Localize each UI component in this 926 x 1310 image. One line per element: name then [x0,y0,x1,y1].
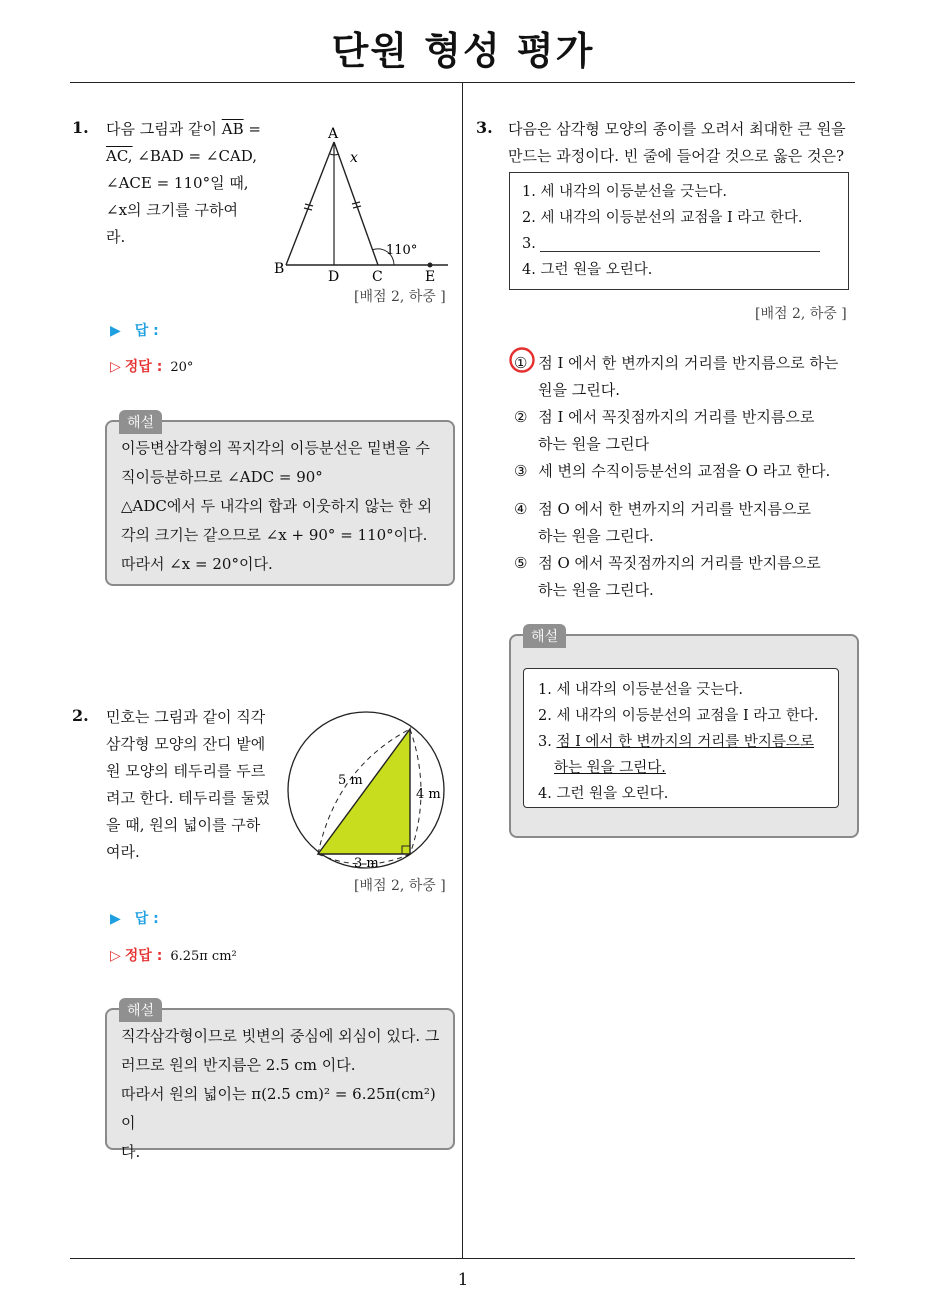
q2-text-line-6: 여라. [106,843,140,861]
choice-1-line-2: 원을 그린다. [538,381,620,399]
q3-explain-step-3-label: 3. [538,734,552,750]
page-title: 단원 형성 평가 [331,29,595,73]
q3-explain-step-3-text-2: 하는 원을 그린다. [554,760,666,776]
q1-text-line-3: ∠ACE = 110°일 때, [106,174,249,192]
q1-explain-line-1: 이등변삼각형의 꼭지각의 이등분선은 밑변을 수 [121,439,430,457]
outline-triangle-icon: ▷ [110,359,121,375]
q2-explain-line-3: 따라서 원의 넓이는 π(2.5 cm)² = 6.25π(cm²) 이 [121,1085,436,1132]
q3-step-3 [522,231,820,257]
q1-text-line-4: ∠x의 크기를 구하여 [106,201,238,219]
q1-explain-line-4: 각의 크기는 같으므로 ∠x + 90° = 110°이다. [121,526,428,544]
q1-explain-line-2: 직이등분하므로 ∠ADC = 90° [121,468,323,486]
choice-5[interactable] [514,550,854,604]
q1-explanation-text [121,434,443,579]
q2-text-line-2: 삼각형 모양의 잔디 밭에 [106,735,266,753]
q3-step-2: 2. 세 내각의 이등분선의 교점을 I 라고 한다. [522,210,803,226]
choice-1[interactable] [514,350,854,404]
q1-label-e: E [425,269,436,285]
q3-explain-step-2: 2. 세 내각의 이등분선의 교점을 I 라고 한다. [538,708,819,724]
q2-correct-value: 6.25π cm² [170,949,237,964]
q1-label-c: C [372,269,383,285]
q1-label-a: A [328,126,339,142]
choice-2-line-1: 점 I 에서 꼭짓점까지의 거리를 반지름으로 [538,408,815,426]
q3-explain-step-1: 1. 세 내각의 이등분선을 긋는다. [538,682,743,698]
q1-label-x: x [350,150,358,166]
q2-score: [배점 2, 하중 ] [354,878,446,894]
q1-text-line-5: 라. [106,228,126,246]
q2-number: 2. [72,706,89,725]
choice-4[interactable] [514,496,854,550]
column-divider [462,83,463,1259]
q1-explanation-box [105,415,455,586]
choice-5-line-1: 점 O 에서 꼭짓점까지의 거리를 반지름으로 [538,554,821,572]
q3-step-1: 1. 세 내각의 이등분선을 긋는다. [522,184,727,200]
q2-explain-line-2: 러므로 원의 반지름은 2.5 cm 이다. [121,1056,356,1074]
q1-correct-label: 정답 : [124,359,163,375]
q3-explain-step-3-text-1: 점 I 에서 한 변까지의 거리를 반지름으로 [556,734,814,750]
q3-explanation-tab: 해설 [523,624,566,648]
q2-explanation-box [105,1003,455,1161]
choice-2-line-2: 하는 원을 그린다 [538,435,649,453]
q3-text-line-2: 만드는 과정이다. 빈 줄에 들어갈 것으로 옳은 것은? [508,147,844,165]
q2-circle-figure [286,708,456,874]
choice-3[interactable] [514,458,854,485]
q2-explain-line-1: 직각삼각형이므로 빗변의 중심에 외심이 있다. 그 [121,1027,440,1045]
q1-text-line-2: ∠BAD = ∠CAD, [137,147,258,165]
q2-label-height: 4 m [416,787,441,802]
play-triangle-icon: ▶ [110,911,121,927]
q3-explanation-steps [523,668,839,808]
q1-triangle-figure [268,120,458,285]
q2-correct-row [110,945,237,965]
q3-number: 3. [476,118,493,137]
q1-segment-ab: $\overline{AB}$ [221,120,244,138]
q3-step-3-label: 3. [522,236,536,252]
choice-3-line-1: 세 변의 수직이등분선의 교점을 O 라고 한다. [538,462,831,480]
q1-answer-row [110,320,159,340]
q2-text-line-4: 려고 한다. 테두리를 둘렀 [106,789,270,807]
q1-correct-value: 20° [170,360,194,375]
q1-explain-line-3: △ADC에서 두 내각의 합과 이웃하지 않는 한 외 [121,497,433,515]
q3-explanation-box [509,629,859,838]
choice-2[interactable] [514,404,854,458]
q3-step-4: 4. 그런 원을 오린다. [522,262,653,278]
q3-explain-step-4: 4. 그런 원을 오린다. [538,786,669,802]
q1-explain-line-5: 따라서 ∠x = 20°이다. [121,555,273,573]
q1-equals: = [243,120,261,138]
q2-text [106,704,276,866]
q2-text-line-3: 원 모양의 테두리를 두르 [106,762,266,780]
q1-score: [배점 2, 하중 ] [354,289,446,305]
q3-score: [배점 2, 하중 ] [755,306,847,322]
choice-4-line-2: 하는 원을 그린다. [538,527,654,545]
q2-explanation-tab: 해설 [119,998,162,1022]
q1-explanation-tab: 해설 [119,410,162,434]
q1-answer-label: 답 : [134,323,159,339]
choice-3-mark: ③ [514,462,528,480]
q2-text-line-1: 민호는 그림과 같이 직각 [106,708,266,726]
q1-label-d: D [328,269,340,285]
q2-answer-row [110,908,159,928]
q1-label-angle: 110° [386,243,418,258]
q1-correct-row [110,356,193,376]
q1-text-line-1: 다음 그림과 같이 [106,120,217,138]
q2-correct-label: 정답 : [124,948,163,964]
q3-explain-step-3 [538,729,819,755]
choice-1-mark: ① [514,354,528,372]
q2-text-line-5: 을 때, 원의 넓이를 구하 [106,816,261,834]
choice-5-line-2: 하는 원을 그린다. [538,581,654,599]
q3-steps-box [509,172,849,290]
q1-segment-ac: AC, [106,147,133,165]
q1-text [106,116,266,251]
choice-5-mark: ⑤ [514,554,528,572]
page-number: 1 [457,1270,469,1290]
choice-4-line-1: 점 O 에서 한 변까지의 거리를 반지름으로 [538,500,811,518]
q3-blank-line [540,237,820,252]
choice-2-mark: ② [514,408,528,426]
q1-number: 1. [72,118,89,137]
outline-triangle-icon: ▷ [110,948,121,964]
play-triangle-icon: ▶ [110,323,121,339]
q2-label-hyp: 5 m [338,773,363,788]
q2-label-base: 3 m [354,856,379,871]
q2-explain-line-4: 다. [121,1143,141,1161]
choice-1-line-1: 점 I 에서 한 변까지의 거리를 반지름으로 하는 [538,354,839,372]
q2-explanation-text [121,1022,443,1167]
q3-text-line-1: 다음은 삼각형 모양의 종이를 오려서 최대한 큰 원을 [508,120,846,138]
q1-label-b: B [274,261,285,277]
q2-answer-label: 답 : [134,911,159,927]
q3-text [508,116,858,170]
choice-4-mark: ④ [514,500,528,518]
bottom-rule [70,1258,855,1259]
